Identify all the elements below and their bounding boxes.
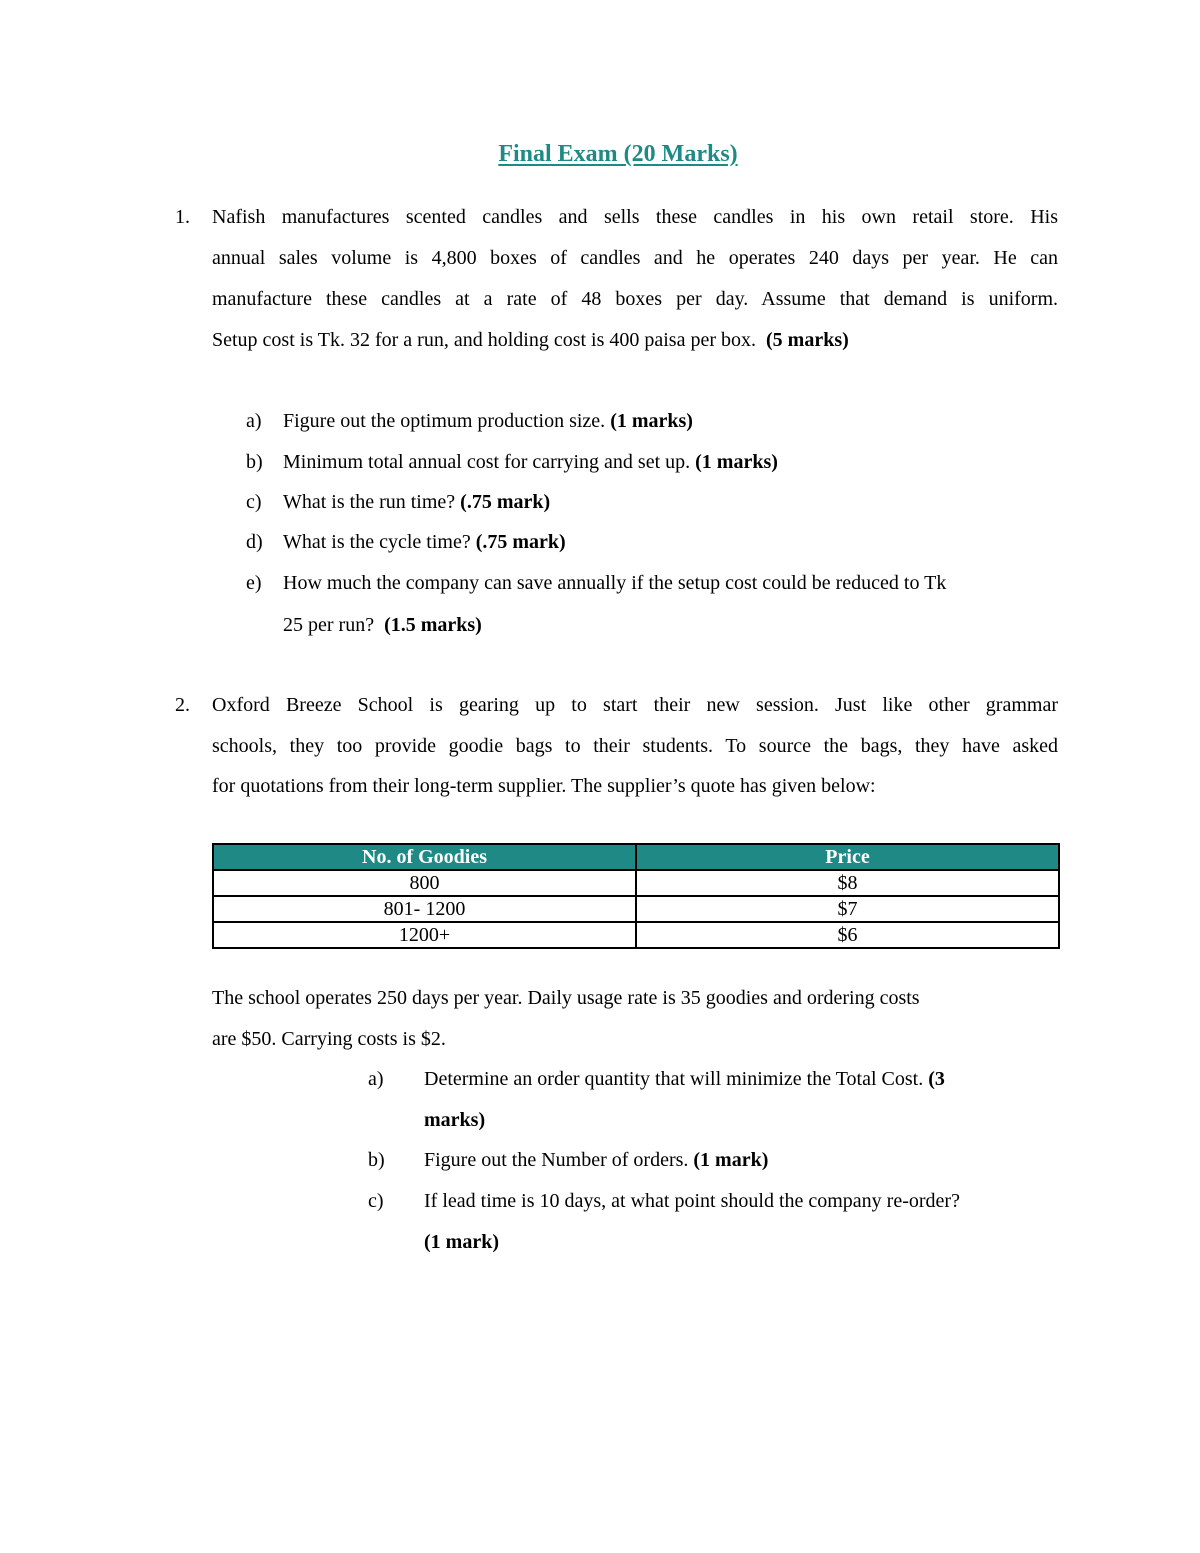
question-1-marks: (5 marks) — [766, 329, 849, 351]
part-text: Figure out the Number of orders. — [424, 1149, 689, 1171]
question-2-line: schools, they too provide goodie bags to their students. To source the bags, they have asked — [212, 735, 1058, 757]
question-2-line: for quotations from their long-term supplier. The supplier’s quote has given below: — [212, 775, 876, 797]
table-header-cell: Price — [636, 844, 1059, 870]
table-row — [213, 922, 1059, 948]
question-1-line: annual sales volume is 4,800 boxes of candles and he operates 240 days per year. He can — [212, 247, 1058, 269]
question-1-line — [212, 329, 849, 352]
question-2-part-a-continued — [424, 1109, 485, 1132]
part-text: Figure out the optimum production size. — [283, 410, 606, 432]
table-row — [213, 870, 1059, 896]
part-marks: (1 marks) — [610, 410, 693, 432]
table-cell: 801- 1200 — [213, 896, 636, 922]
question-2-line: Oxford Breeze School is gearing up to start their new session. Just like other grammar — [212, 694, 1058, 716]
part-label: b) — [246, 451, 263, 473]
table-header-row — [213, 844, 1059, 870]
question-1-number: 1. — [175, 206, 190, 228]
part-marks: (1 mark) — [424, 1231, 499, 1253]
question-2-part-c-continued — [424, 1231, 499, 1254]
part-text: 25 per run? — [283, 614, 375, 636]
part-label: c) — [368, 1190, 384, 1212]
part-text: What is the cycle time? — [283, 531, 471, 553]
part-label: a) — [368, 1068, 384, 1090]
part-label: d) — [246, 531, 263, 553]
part-label: e) — [246, 572, 262, 594]
question-2-number: 2. — [175, 694, 190, 716]
part-marks: (.75 mark) — [460, 491, 551, 513]
part-marks: (.75 mark) — [475, 531, 566, 553]
part-text: How much the company can save annually if the setup cost could be reduced to Tk — [283, 572, 947, 594]
part-label: b) — [368, 1149, 385, 1171]
question-2-paragraph-line: The school operates 250 days per year. Daily usage rate is 35 goodies and ordering costs — [212, 987, 920, 1009]
table-cell: $7 — [636, 896, 1059, 922]
question-1-line: manufacture these candles at a rate of 48 boxes per day. Assume that demand is uniform. — [212, 288, 1058, 310]
part-marks: (3 — [928, 1068, 945, 1090]
question-1-text: Setup cost is Tk. 32 for a run, and holding cost is 400 paisa per box. — [212, 329, 757, 351]
question-2-paragraph-line: are $50. Carrying costs is $2. — [212, 1028, 446, 1050]
table-cell: 1200+ — [213, 922, 636, 948]
part-text: What is the run time? — [283, 491, 456, 513]
part-marks: (1 mark) — [693, 1149, 769, 1171]
part-text: Determine an order quantity that will minimize the Total Cost. — [424, 1068, 924, 1090]
table-row — [213, 896, 1059, 922]
table-cell: 800 — [213, 870, 636, 896]
exam-title: Final Exam (20 Marks) — [498, 141, 738, 167]
question-1-part-e-continued — [283, 614, 482, 637]
part-label: a) — [246, 410, 262, 432]
part-marks: (1.5 marks) — [384, 614, 482, 636]
part-text: If lead time is 10 days, at what point should the company re-order? — [424, 1190, 960, 1212]
table-cell: $8 — [636, 870, 1059, 896]
table-header-cell: No. of Goodies — [213, 844, 636, 870]
part-label: c) — [246, 491, 262, 513]
part-text: Minimum total annual cost for carrying and set up. — [283, 451, 691, 473]
question-1-line: Nafish manufactures scented candles and sells these candles in his own retail store. His — [212, 206, 1058, 228]
part-marks: marks) — [424, 1109, 486, 1131]
price-table — [212, 843, 1060, 949]
part-marks: (1 marks) — [695, 451, 778, 473]
table-cell: $6 — [636, 922, 1059, 948]
